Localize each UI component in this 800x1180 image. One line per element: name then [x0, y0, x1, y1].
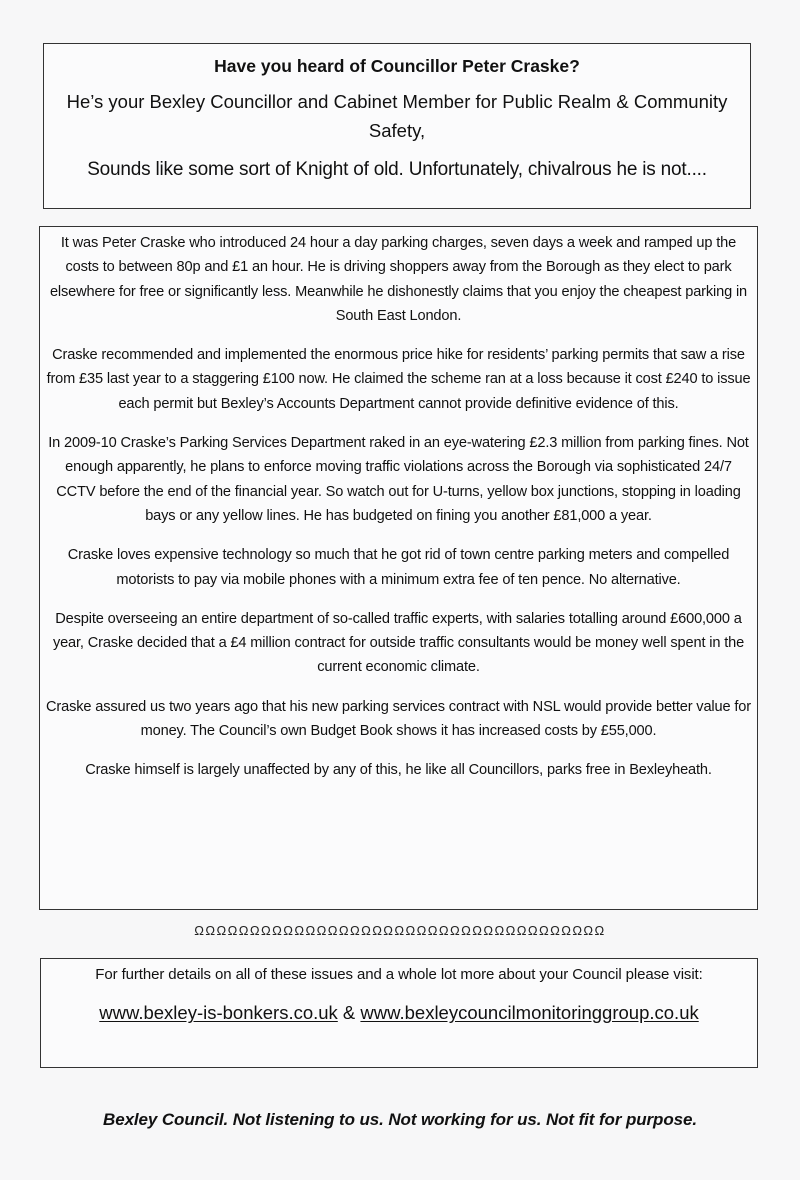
- footer-slogan: Bexley Council. Not listening to us. Not working for us. Not fit for purpose.: [103, 1110, 697, 1129]
- paragraph-mobile-payments: Craske loves expensive technology so much that he got rid of town centre parking meters and compelled motorists to pay via mobile phones with a minimum extra fee of ten pence. No alternative.: [67, 547, 730, 588]
- link-bexley-council-monitoring-group[interactable]: www.bexleycouncilmonitoringgroup.co.uk: [360, 1002, 699, 1023]
- tagline: Sounds like some sort of Knight of old. Unfortunately, chivalrous he is not....: [87, 159, 707, 180]
- intro-box: [43, 43, 751, 209]
- omega-divider: ΩΩΩΩΩΩΩΩΩΩΩΩΩΩΩΩΩΩΩΩΩΩΩΩΩΩΩΩΩΩΩΩΩΩΩΩΩ: [194, 923, 606, 938]
- paragraph-resident-permits: Craske recommended and implemented the enormous price hike for residents’ parking permits that saw a rise from £35 last year to a staggering £100 now. He claimed the scheme ran at a loss because it cost £240 to issue each permit but Bexley’s Accounts Department cannot provide definitive evidence of this.: [46, 347, 751, 412]
- link-bexley-is-bonkers[interactable]: www.bexley-is-bonkers.co.uk: [99, 1002, 338, 1023]
- subhead: He’s your Bexley Councillor and Cabinet Member for Public Realm & Community Safety,: [66, 91, 728, 141]
- links-box: [40, 958, 758, 1068]
- body-box: [39, 226, 758, 910]
- details-text: For further details on all of these issues and a whole lot more about your Council please visit:: [95, 966, 703, 983]
- links-row: [41, 1001, 757, 1025]
- paragraph-free-parking: Craske himself is largely unaffected by any of this, he like all Councillors, parks free in Bexleyheath.: [85, 762, 712, 779]
- paragraph-nsl-contract: Craske assured us two years ago that his new parking services contract with NSL would provide better value for money. The Council’s own Budget Book shows it has increased costs by £55,000.: [46, 698, 751, 740]
- paragraph-parking-charges: It was Peter Craske who introduced 24 hour a day parking charges, seven days a week and ramped up the costs to between 80p and £1 an hour. He is driving shoppers away from the Borough as they elect to park elsewhere for free or significantly less. Meanwhile he dishonestly claims that you enjoy the cheapest parking in South East London.: [49, 235, 748, 324]
- headline: Have you heard of Councillor Peter Craske?: [214, 56, 580, 76]
- paragraph-parking-fines: In 2009-10 Craske’s Parking Services Department raked in an eye-watering £2.3 million from parking fines. Not enough apparently, he plans to enforce moving traffic violations across the Borough via sophisticated 24/7 CCTV before the end of the financial year. So watch out for U-turns, yellow box junctions, stopping in loading bays or any yellow lines. He has budgeted on fining you another £81,000 a year.: [48, 435, 749, 524]
- paragraph-traffic-consultants: Despite overseeing an entire department of so-called traffic experts, with salaries totalling around £600,000 a year, Craske decided that a £4 million contract for outside traffic consultants would be money well spent in the current economic climate.: [52, 610, 745, 676]
- link-separator: &: [337, 1002, 361, 1023]
